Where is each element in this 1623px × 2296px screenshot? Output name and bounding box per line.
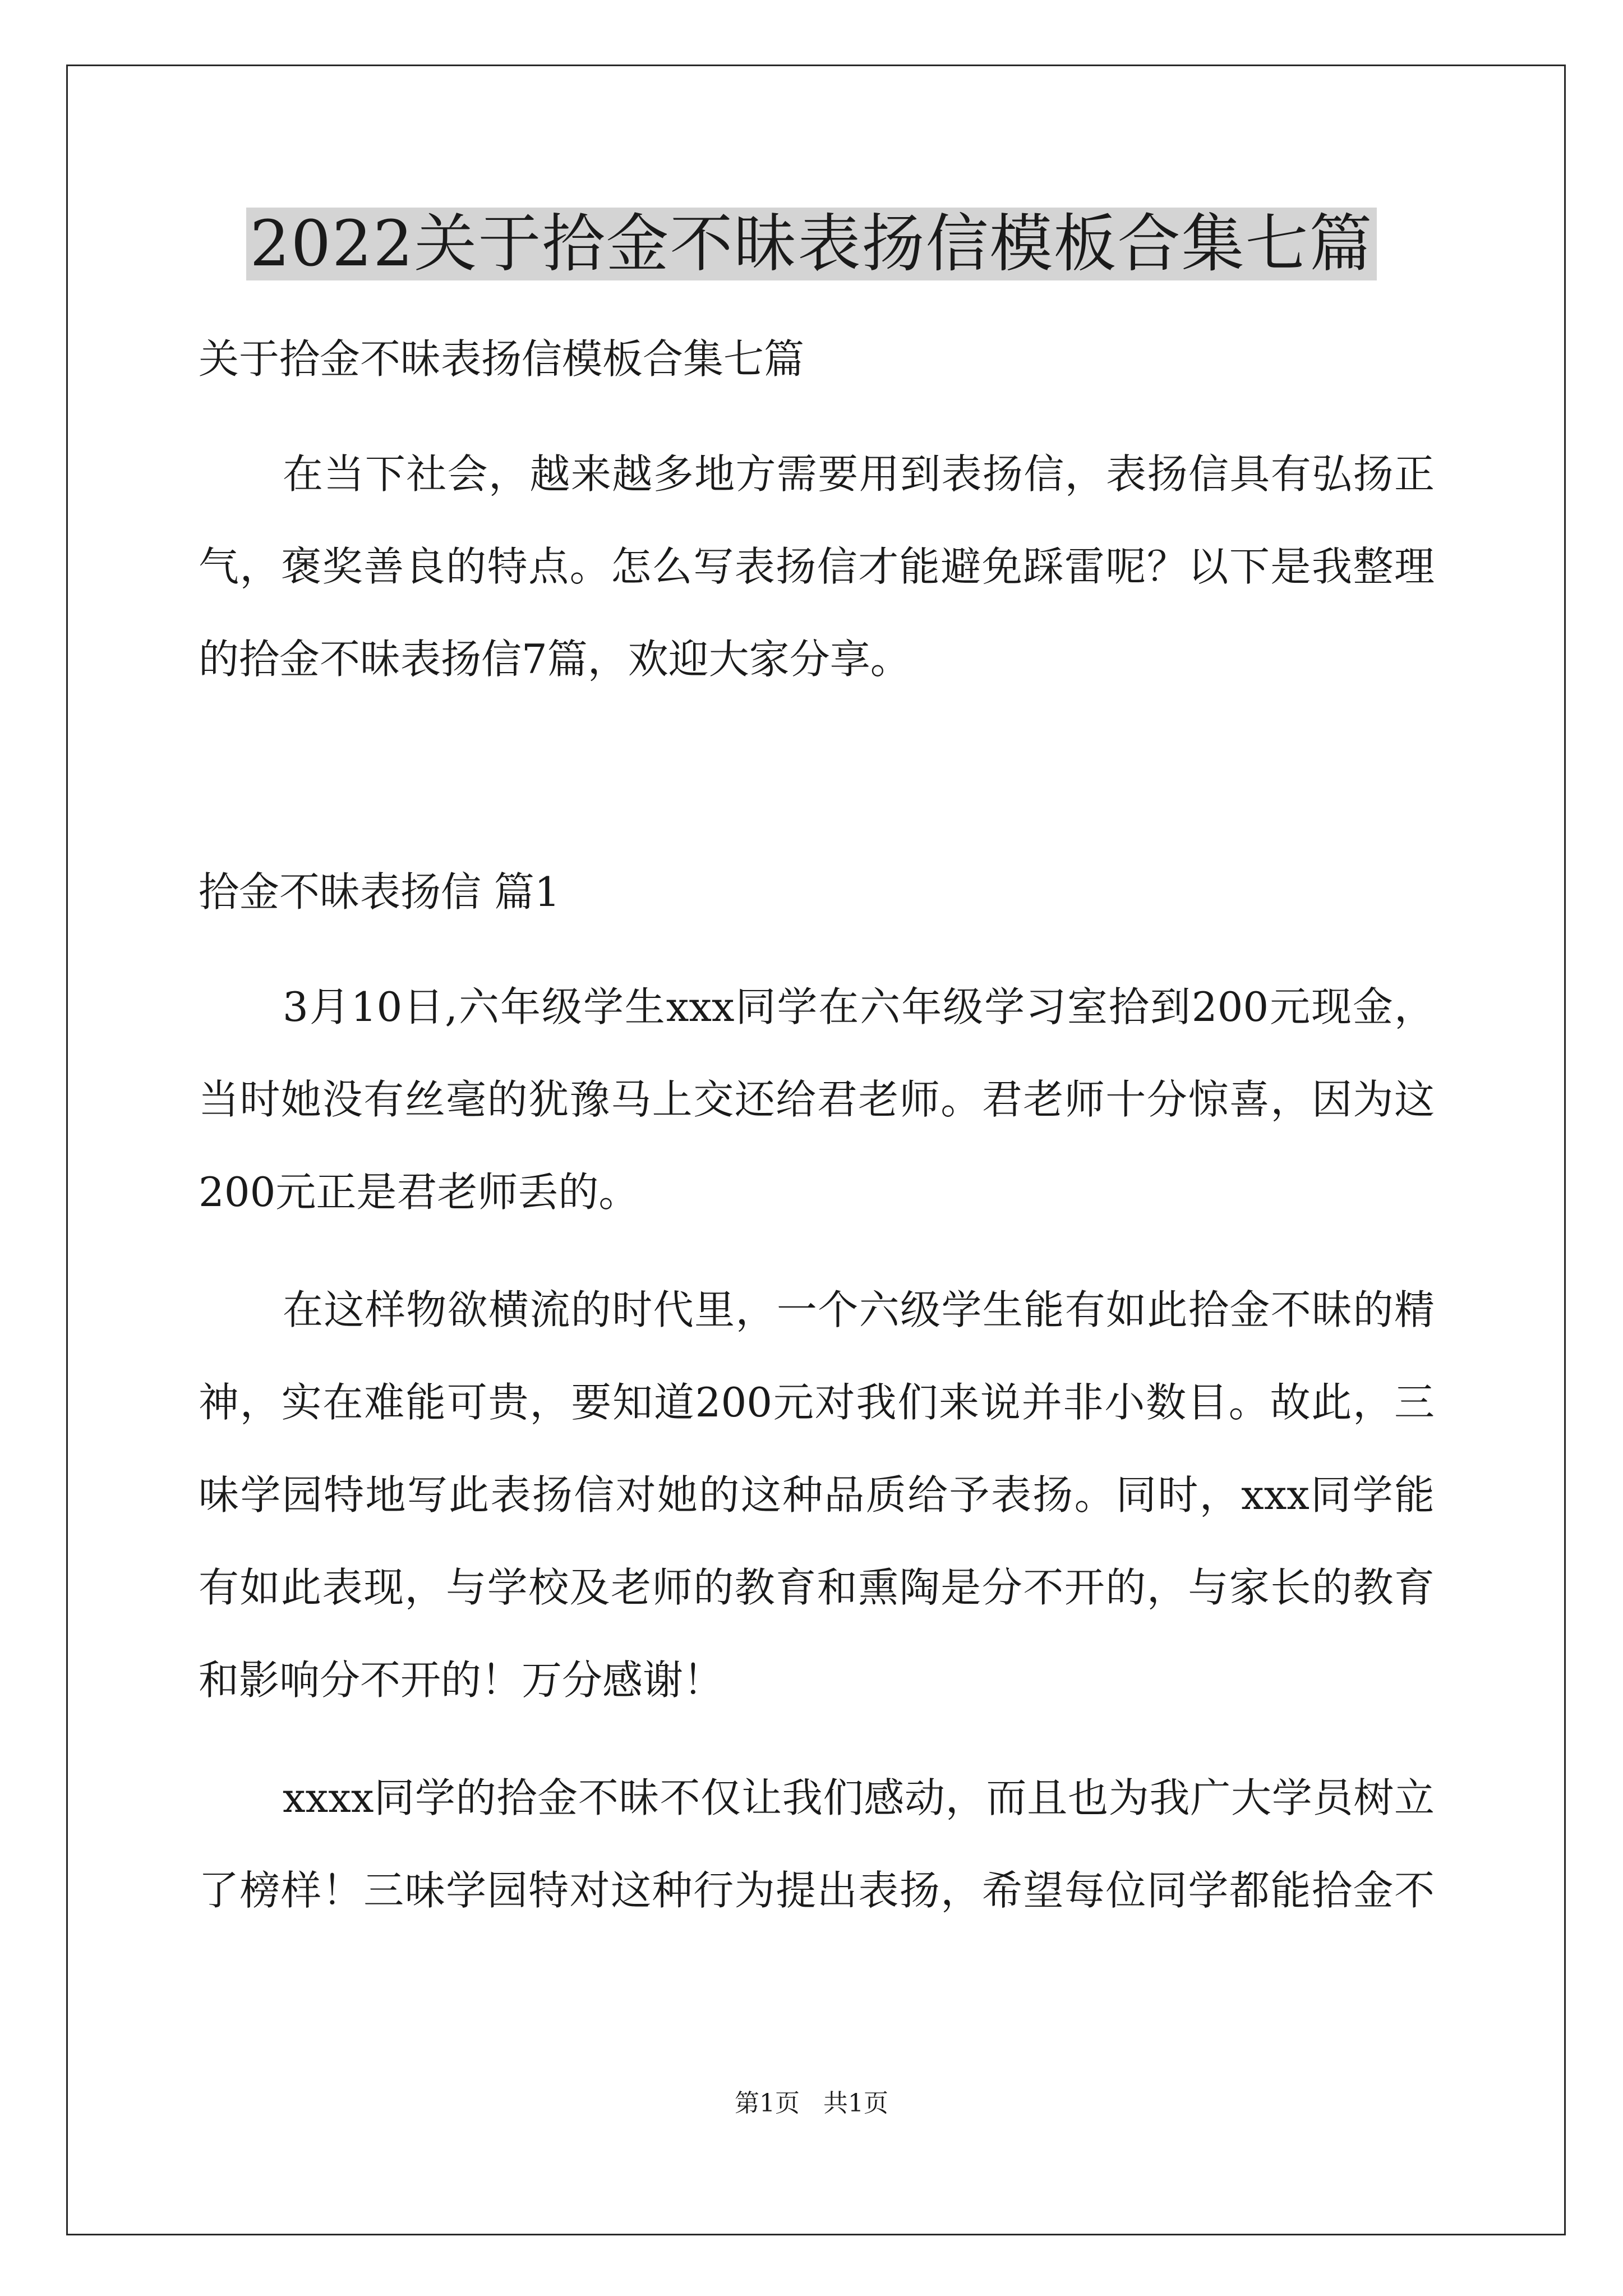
body-line: 200元正是君老师丢的。 — [199, 1168, 639, 1216]
intro-line: 在当下社会，越来越多地方需要用到表扬信，表扬信具有弘扬正 — [283, 450, 1435, 498]
body-line: 了榜样！三味学园特对这种行为提出表扬，希望每位同学都能拾金不 — [199, 1867, 1435, 1914]
body-line: xxxx同学的拾金不昧不仅让我们感动，而且也为我广大学员树立 — [283, 1774, 1435, 1821]
body-line: 3月10日,六年级学生xxx同学在六年级学习室拾到200元现金， — [283, 983, 1435, 1030]
subtitle-line: 关于拾金不昧表扬信模板合集七篇 — [199, 335, 805, 383]
body-line: 当时她没有丝毫的犹豫马上交还给君老师。君老师十分惊喜，因为这 — [199, 1076, 1435, 1123]
body-line: 和影响分不开的！万分感谢！ — [199, 1657, 724, 1704]
document-title — [0, 202, 1623, 286]
body-line: 有如此表现，与学校及老师的教育和熏陶是分不开的，与家长的教育 — [199, 1564, 1435, 1611]
body-line: 神，实在难能可贵，要知道200元对我们来说并非小数目。故此，三 — [199, 1379, 1435, 1426]
page-footer — [0, 2087, 1623, 2120]
intro-line: 的拾金不昧表扬信7篇，欢迎大家分享。 — [199, 636, 911, 683]
intro-line: 气，褒奖善良的特点。怎么写表扬信才能避免踩雷呢？以下是我整理 — [199, 543, 1435, 590]
body-line: 味学园特地写此表扬信对她的这种品质给予表扬。同时，xxx同学能 — [199, 1471, 1435, 1519]
page-total: 共1页 — [823, 2089, 888, 2118]
section-heading: 拾金不昧表扬信 篇1 — [199, 868, 560, 915]
document-title-text: 2022关于拾金不昧表扬信模板合集七篇 — [246, 208, 1376, 280]
body-line: 在这样物欲横流的时代里，一个六级学生能有如此拾金不昧的精 — [283, 1286, 1435, 1333]
page-number: 第1页 — [735, 2089, 800, 2118]
